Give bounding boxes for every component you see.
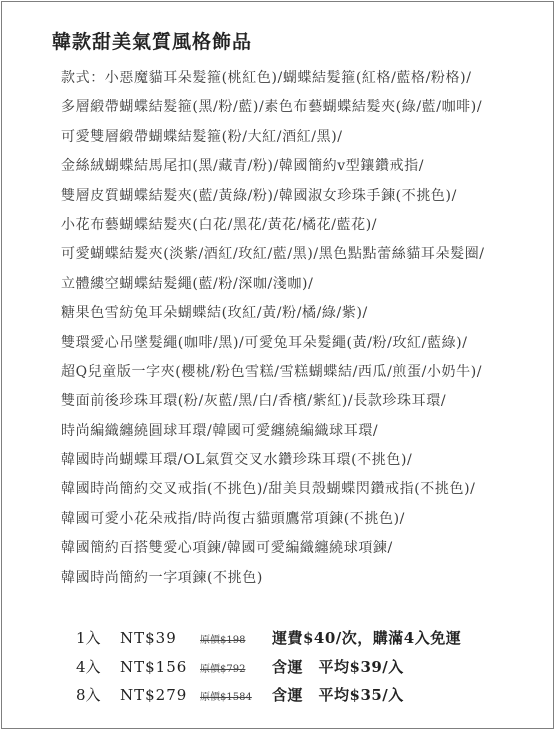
list-item: 小花布藝蝴蝶結髮夾(白花/黑花/黃花/橘花/藍花)/ — [61, 216, 378, 233]
price-amount: NT$156 — [120, 657, 188, 676]
list-item: 立體縷空蝴蝶結髮繩(藍/粉/深咖/淺咖)/ — [61, 275, 314, 292]
list-item: 多層緞帶蝴蝶結髮箍(黑/粉/藍)/素色布藝蝴蝶結髮夾(綠/藍/咖啡)/ — [61, 99, 483, 116]
list-item: 糖果色雪紡兔耳朵蝴蝶結(玫紅/黃/粉/橘/綠/紫)/ — [61, 305, 368, 322]
price-note: 運費$40/次，購滿4入免運 — [272, 629, 462, 647]
list-item: 可愛蝴蝶結髮夾(淡紫/酒紅/玫紅/藍/黑)/黑色點點蕾絲貓耳朵髮圈/ — [61, 246, 485, 263]
price-row — [76, 681, 461, 710]
list-item: 韓國時尚蝴蝶耳環/OL氣質交叉水鑽珍珠耳環(不挑色)/ — [61, 452, 413, 469]
list-item: 可愛雙層緞帶蝴蝶結髮箍(粉/大紅/酒紅/黑)/ — [61, 128, 343, 145]
list-item: 款式：小惡魔貓耳朵髮箍(桃紅色)/蝴蝶結髮箍(紅格/藍格/粉格)/ — [61, 70, 472, 86]
price-quantity: 8入 — [76, 686, 101, 704]
price-quantity: 1入 — [76, 629, 101, 647]
list-item: 韓國可愛小花朵戒指/時尚復古貓頭鷹常項鍊(不挑色)/ — [61, 510, 405, 527]
list-item: 韓國簡約百搭雙愛心項鍊/韓國可愛編織纏繞球項鍊/ — [61, 540, 393, 557]
price-note: 含運 平均$35/入 — [272, 686, 404, 704]
list-item: 韓國時尚簡約交叉戒指(不挑色)/甜美貝殼蝴蝶閃鑽戒指(不挑色)/ — [61, 481, 476, 498]
list-item: 雙面前後珍珠耳環(粉/灰藍/黑/白/香檳/紫紅)/長款珍珠耳環/ — [61, 393, 447, 410]
list-item: 雙環愛心吊墜髮繩(咖啡/黑)/可愛兔耳朵髮繩(黃/粉/玫紅/藍綠)/ — [61, 334, 468, 351]
price-amount: NT$39 — [120, 629, 177, 647]
original-price: 原價$792 — [200, 663, 246, 675]
page-title: 韓款甜美氣質風格飾品 — [52, 31, 253, 53]
list-item: 韓國時尚簡約一字項鍊(不挑色) — [61, 569, 263, 586]
list-item: 雙層皮質蝴蝶結髮夾(藍/黃綠/粉)/韓國淑女珍珠手鍊(不挑色)/ — [61, 187, 457, 204]
price-quantity: 4入 — [76, 657, 101, 676]
price-row — [76, 624, 461, 653]
price-table — [76, 624, 461, 710]
product-style-list — [61, 64, 485, 593]
price-note: 含運 平均$39/入 — [272, 657, 404, 676]
price-row — [76, 653, 461, 682]
list-item: 超Q兒童版一字夾(櫻桃/粉色雪糕/雪糕蝴蝶結/西瓜/煎蛋/小奶牛)/ — [61, 363, 483, 380]
original-price: 原價$1584 — [200, 692, 252, 703]
price-amount: NT$279 — [120, 686, 188, 704]
original-price: 原價$198 — [200, 635, 246, 646]
list-item: 金絲絨蝴蝶結馬尾扣(黑/藏青/粉)/韓國簡約v型鑲鑽戒指/ — [61, 158, 425, 175]
list-item: 時尚編織纏繞圓球耳環/韓國可愛纏繞編織球耳環/ — [61, 422, 379, 439]
